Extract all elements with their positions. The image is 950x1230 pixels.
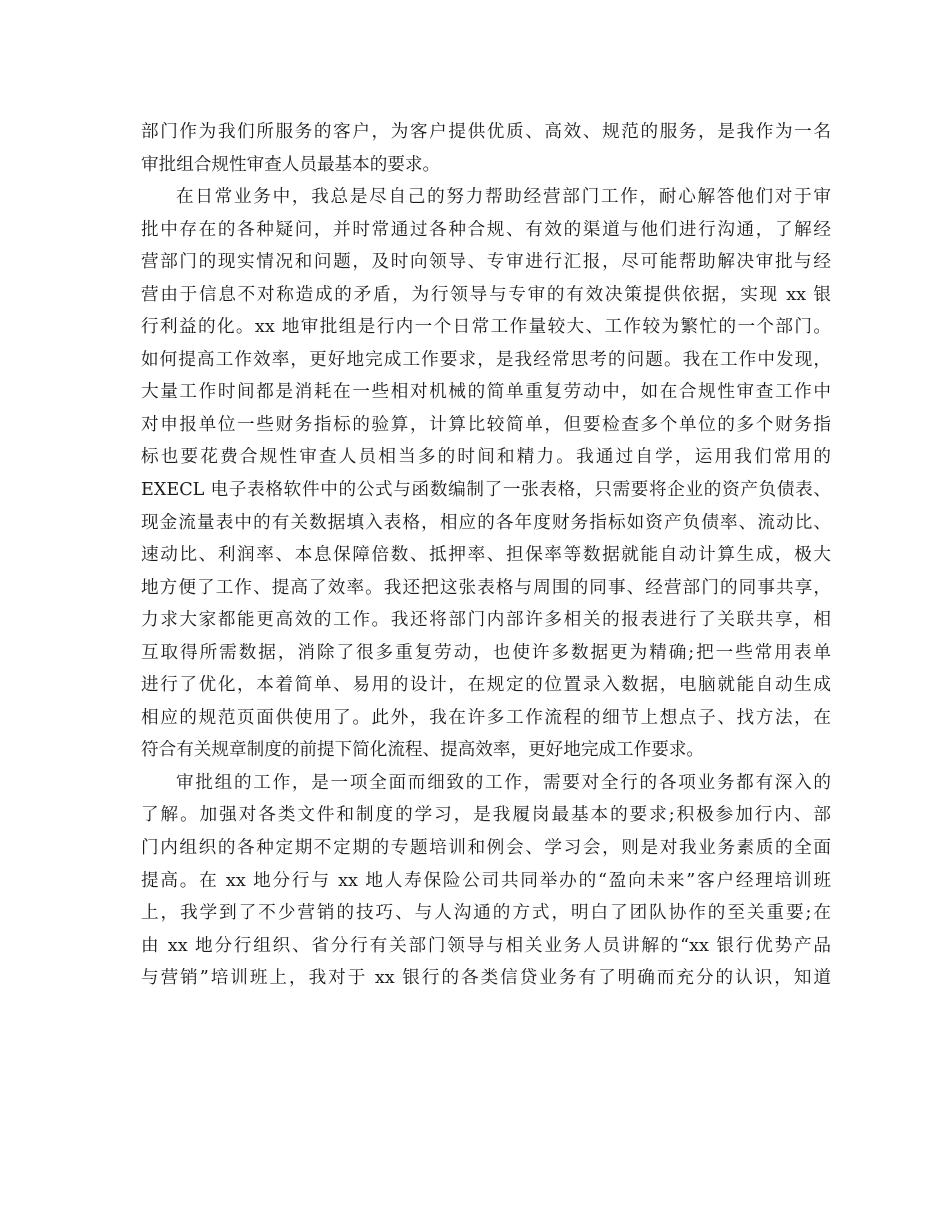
text-line: 标也要花费合规性审查人员相当多的时间和精力。我通过自学，运用我们常用的 — [141, 447, 831, 468]
text-line: 速动比、利润率、本息保障倍数、抵押率、担保率等数据就能自动计算生成，极大 — [141, 545, 831, 566]
text-line: 对申报单位一些财务指标的验算，计算比较简单，但要检查多个单位的多个财务指 — [141, 414, 831, 435]
text-line: 上，我学到了不少营销的技巧、与人沟通的方式，明白了团队协作的至关重要;在 — [141, 903, 831, 924]
text-line: 现金流量表中的有关数据填入表格，相应的各年度财务指标如资产负债率、流动比、 — [141, 512, 831, 533]
text-line: EXECL 电子表格软件中的公式与函数编制了一张表格，只需要将企业的资产负债表、 — [141, 480, 831, 501]
text-line: 进行了优化，本着简单、易用的设计，在规定的位置录入数据，电脑就能自动生成 — [141, 675, 831, 696]
body-text — [141, 116, 831, 995]
text-line: 由 xx 地分行组织、省分行有关部门领导与相关业务人员讲解的“xx 银行优势产品 — [141, 935, 831, 956]
text-line: 批中存在的各种疑问，并时常通过各种合规、有效的渠道与他们进行沟通，了解经 — [141, 219, 831, 240]
text-line: 与营销”培训班上，我对于 xx 银行的各类信贷业务有了明确而充分的认识，知道 — [141, 968, 831, 989]
text-line: 相应的规范页面供使用了。此外，我在许多工作流程的细节上想点子、找方法，在 — [141, 707, 831, 728]
text-line: 大量工作时间都是消耗在一些相对机械的简单重复劳动中，如在合规性审查工作中 — [141, 382, 831, 403]
text-line: 如何提高工作效率，更好地完成工作要求，是我经常思考的问题。我在工作中发现， — [141, 349, 831, 370]
text-line: 地方便了工作、提高了效率。我还把这张表格与周围的同事、经营部门的同事共享， — [141, 577, 831, 598]
text-line: 行利益的化。xx 地审批组是行内一个日常工作量较大、工作较为繁忙的一个部门。 — [141, 317, 831, 338]
paragraph-start-line: 审批组的工作，是一项全面而细致的工作，需要对全行的各项业务都有深入的 — [176, 772, 831, 793]
text-line: 互取得所需数据，消除了很多重复劳动，也使许多数据更为精确;把一些常用表单 — [141, 642, 831, 663]
paragraph-start-line: 在日常业务中，我总是尽自己的努力帮助经营部门工作，耐心解答他们对于审 — [176, 187, 831, 208]
text-line: 门内组织的各种定期不定期的专题培训和例会、学习会，则是对我业务素质的全面 — [141, 838, 831, 859]
text-line: 审批组合规性审查人员最基本的要求。 — [141, 154, 441, 175]
text-line: 符合有关规章制度的前提下简化流程、提高效率，更好地完成工作要求。 — [141, 740, 705, 761]
text-line: 营由于信息不对称造成的矛盾，为行领导与专审的有效决策提供依据，实现 xx 银 — [141, 284, 831, 305]
text-line: 力求大家都能更高效的工作。我还将部门内部许多相关的报表进行了关联共享，相 — [141, 610, 831, 631]
text-line: 营部门的现实情况和问题，及时向领导、专审进行汇报，尽可能帮助解决审批与经 — [141, 252, 831, 273]
text-line: 提高。在 xx 地分行与 xx 地人寿保险公司共同举办的“盈向未来”客户经理培训班 — [141, 870, 831, 891]
text-line: 了解。加强对各类文件和制度的学习，是我履岗最基本的要求;积极参加行内、部 — [141, 805, 831, 826]
text-line: 部门作为我们所服务的客户，为客户提供优质、高效、规范的服务，是我作为一名 — [141, 122, 831, 142]
